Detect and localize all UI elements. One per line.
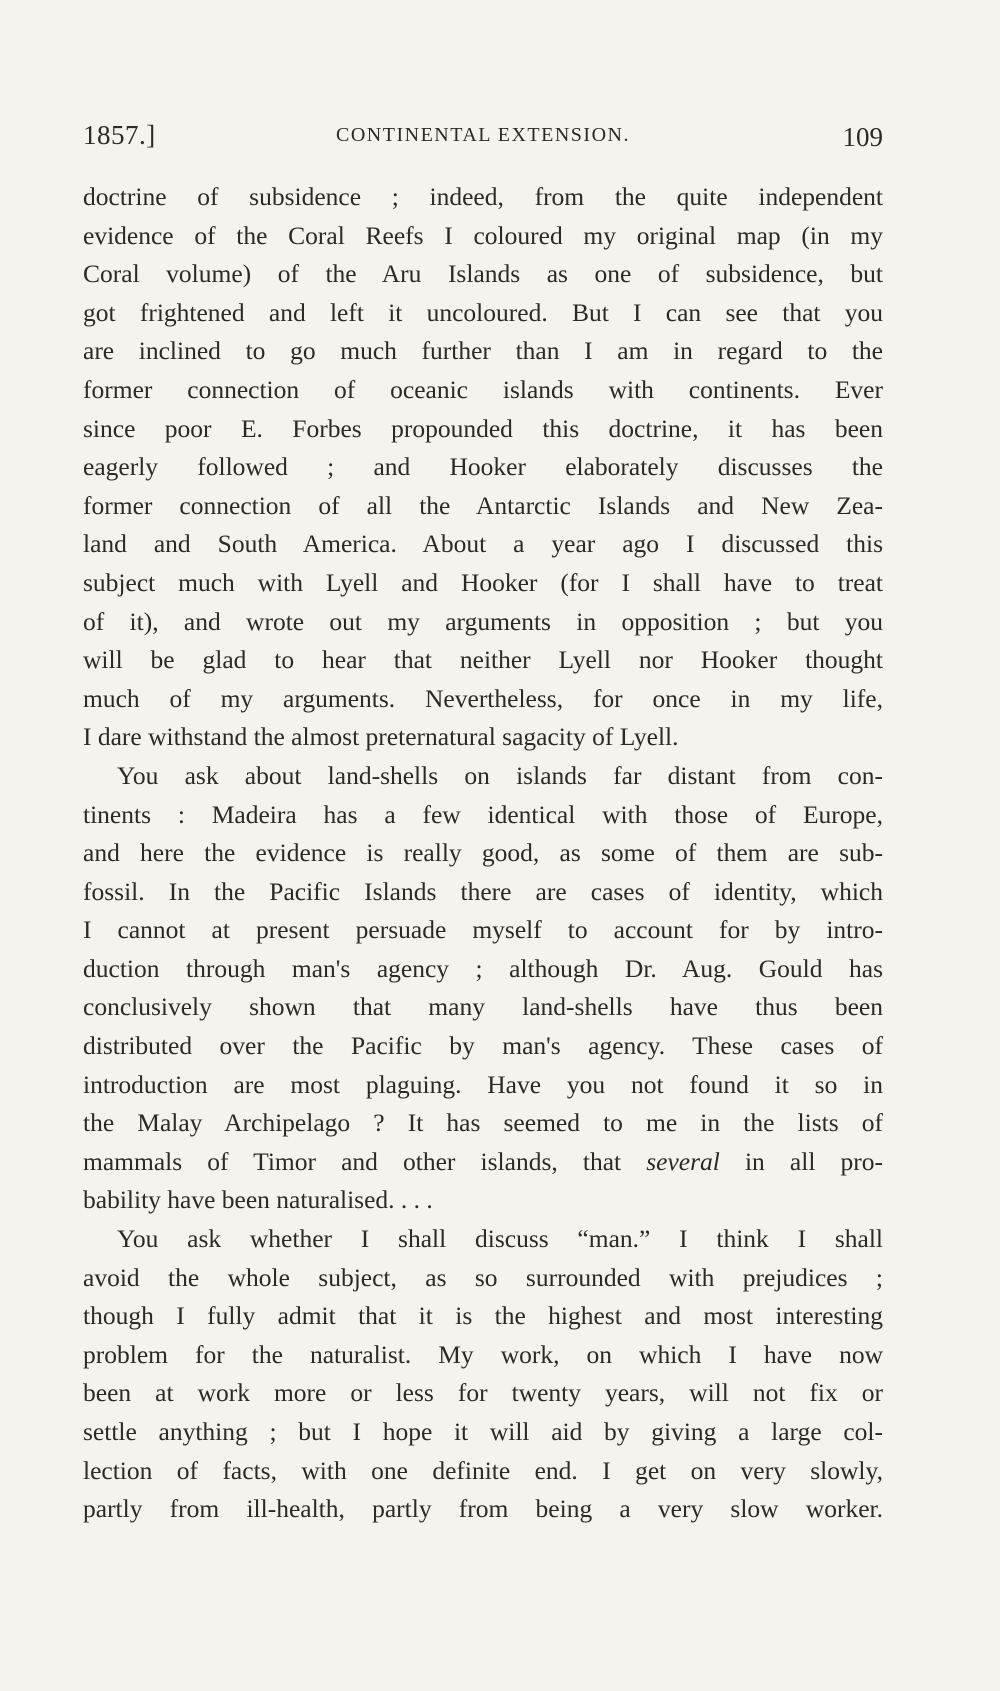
text-line: duction through man's agency ; although Dr. Aug. Gould has [83, 953, 883, 983]
text-line: eagerly followed ; and Hooker elaborately discusses the [83, 452, 883, 482]
text-line: the Malay Archipelago ? It has seemed to me in the lists of [83, 1108, 883, 1138]
page-number: 109 [842, 122, 883, 152]
text-line: former connection of oceanic islands with continents. Ever [83, 374, 883, 404]
paragraph-2 [83, 757, 883, 1220]
text-line: Coral volume) of the Aru Islands as one of subsidence, but [83, 259, 883, 289]
text-line: will be glad to hear that neither Lyell nor Hooker thought [83, 645, 883, 675]
text-line: and here the evidence is really good, as some of them are sub- [83, 838, 883, 868]
text-line: lection of facts, with one definite end. I get on very slowly, [83, 1455, 883, 1485]
text-line: fossil. In the Pacific Islands there are cases of identity, which [83, 876, 883, 906]
text-line-with-emphasis [83, 1143, 883, 1182]
text-line: land and South America. About a year ago I discussed this [83, 529, 883, 559]
running-head-title: CONTINENTAL EXTENSION. [336, 124, 630, 146]
text-line: former connection of all the Antarctic Islands and New Zea- [83, 490, 883, 520]
book-page [83, 120, 883, 1529]
text-line: evidence of the Coral Reefs I coloured my original map (in my [83, 220, 883, 250]
text-segment: mammals of Timor and other islands, that [83, 1146, 647, 1176]
text-segment: in all pro- [719, 1146, 883, 1176]
text-line: settle anything ; but I hope it will aid by giving a large col- [83, 1417, 883, 1446]
text-line: I cannot at present persuade myself to account for by intro- [83, 915, 883, 945]
text-line: much of my arguments. Nevertheless, for once in my life, [83, 683, 883, 713]
text-line: avoid the whole subject, as so surrounded with prejudices ; [83, 1262, 883, 1292]
text-line: distributed over the Pacific by man's agency. These cases of [83, 1031, 883, 1061]
running-head-year: 1857.] [83, 120, 156, 150]
text-line: introduction are most plaguing. Have you not found it so in [83, 1069, 883, 1099]
text-line: since poor E. Forbes propounded this doctrine, it has been [83, 413, 883, 443]
text-line: been at work more or less for twenty years, will not fix or [83, 1378, 883, 1408]
text-line: conclusively shown that many land-shells have thus been [83, 992, 883, 1022]
text-line: I dare withstand the almost preternatural sagacity of Lyell. [83, 722, 679, 752]
paragraph-3 [83, 1220, 883, 1529]
paragraph-1 [83, 178, 883, 757]
text-line: are inclined to go much further than I am in regard to the [83, 336, 883, 366]
text-line: bability have been naturalised. . . . [83, 1185, 433, 1215]
text-line: doctrine of subsidence ; indeed, from the quite independent [83, 182, 883, 211]
text-line: You ask whether I shall discuss “man.” I think I shall [117, 1224, 883, 1254]
text-line: problem for the naturalist. My work, on which I have now [83, 1339, 883, 1369]
text-line: of it), and wrote out my arguments in opposition ; but you [83, 606, 883, 636]
text-line: partly from ill-health, partly from being a very slow worker. [83, 1494, 883, 1524]
emphasized-word: several [646, 1146, 720, 1176]
text-line: You ask about land-shells on islands far distant from con- [117, 760, 883, 790]
text-line: tinents : Madeira has a few identical with those of Europe, [83, 799, 883, 829]
running-head [83, 120, 883, 164]
text-line: got frightened and left it uncoloured. But I can see that you [83, 297, 883, 327]
text-line: subject much with Lyell and Hooker (for I shall have to treat [83, 567, 883, 597]
text-line: though I fully admit that it is the highest and most interesting [83, 1301, 883, 1331]
